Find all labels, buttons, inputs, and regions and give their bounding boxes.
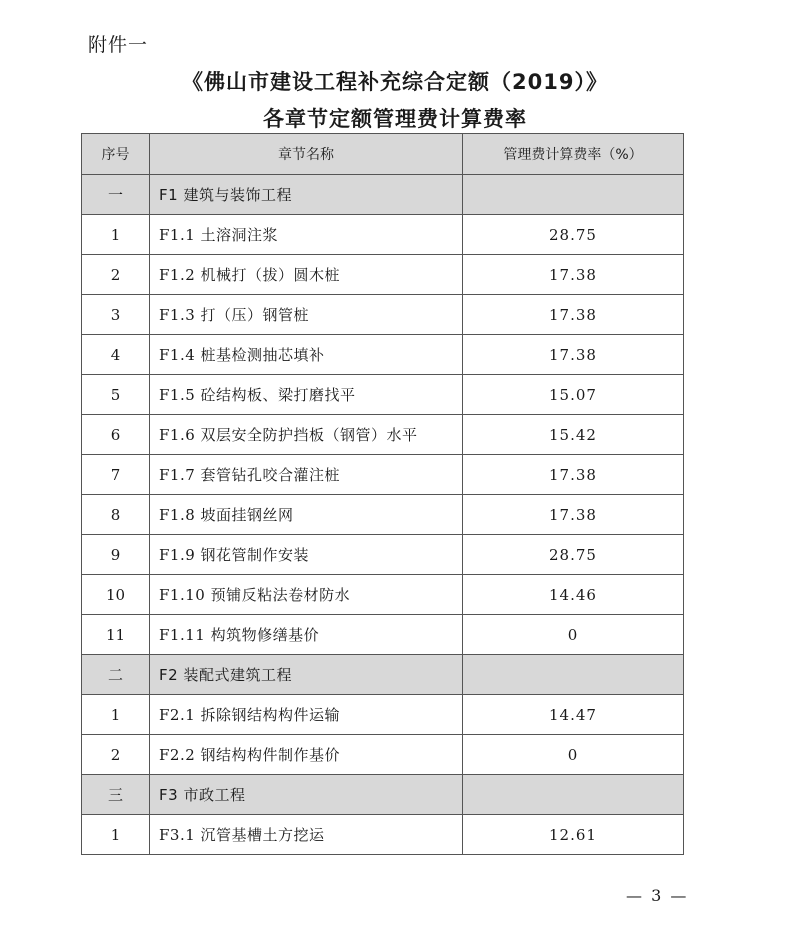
row-serial-no: 4 bbox=[82, 335, 150, 375]
row-fee-rate bbox=[463, 775, 684, 815]
page-number: — 3 — bbox=[626, 886, 689, 905]
row-chapter-name: F1.1 土溶洞注浆 bbox=[150, 215, 463, 255]
row-serial-no: 一 bbox=[82, 175, 150, 215]
row-chapter-name: F1.9 钢花管制作安装 bbox=[150, 535, 463, 575]
row-chapter-name: F1.2 机械打（拔）圆木桩 bbox=[150, 255, 463, 295]
row-serial-no: 10 bbox=[82, 575, 150, 615]
section-row bbox=[82, 775, 684, 815]
header-serial-no: 序号 bbox=[82, 134, 150, 175]
row-serial-no: 1 bbox=[82, 695, 150, 735]
row-serial-no: 5 bbox=[82, 375, 150, 415]
row-serial-no: 1 bbox=[82, 215, 150, 255]
row-fee-rate: 14.47 bbox=[463, 695, 684, 735]
row-fee-rate: 28.75 bbox=[463, 215, 684, 255]
row-fee-rate: 15.07 bbox=[463, 375, 684, 415]
row-chapter-name: F1.7 套管钻孔咬合灌注桩 bbox=[150, 455, 463, 495]
section-row bbox=[82, 175, 684, 215]
row-fee-rate: 0 bbox=[463, 735, 684, 775]
row-fee-rate: 17.38 bbox=[463, 335, 684, 375]
row-serial-no: 3 bbox=[82, 295, 150, 335]
row-chapter-name: F1.6 双层安全防护挡板（钢管）水平 bbox=[150, 415, 463, 455]
row-fee-rate: 0 bbox=[463, 615, 684, 655]
row-chapter-name: F2.2 钢结构构件制作基价 bbox=[150, 735, 463, 775]
table-row bbox=[82, 375, 684, 415]
table-row bbox=[82, 575, 684, 615]
row-chapter-name: F1.3 打（压）钢管桩 bbox=[150, 295, 463, 335]
table-row bbox=[82, 735, 684, 775]
row-serial-no: 三 bbox=[82, 775, 150, 815]
table-row bbox=[82, 215, 684, 255]
row-serial-no: 1 bbox=[82, 815, 150, 855]
row-chapter-name: F2.1 拆除钢结构构件运输 bbox=[150, 695, 463, 735]
table-row bbox=[82, 335, 684, 375]
row-serial-no: 8 bbox=[82, 495, 150, 535]
row-fee-rate: 12.61 bbox=[463, 815, 684, 855]
row-serial-no: 2 bbox=[82, 735, 150, 775]
table-row bbox=[82, 695, 684, 735]
row-chapter-name: F3.1 沉管基槽土方挖运 bbox=[150, 815, 463, 855]
table-row bbox=[82, 455, 684, 495]
row-fee-rate bbox=[463, 175, 684, 215]
row-fee-rate: 17.38 bbox=[463, 455, 684, 495]
table-row bbox=[82, 295, 684, 335]
row-chapter-name: F1.5 砼结构板、梁打磨找平 bbox=[150, 375, 463, 415]
row-serial-no: 6 bbox=[82, 415, 150, 455]
attachment-label: 附件一 bbox=[88, 34, 149, 56]
table-header-row bbox=[82, 134, 684, 175]
row-fee-rate: 17.38 bbox=[463, 295, 684, 335]
row-chapter-name: F1.11 构筑物修缮基价 bbox=[150, 615, 463, 655]
table-row bbox=[82, 615, 684, 655]
row-chapter-name: F1.8 坡面挂钢丝网 bbox=[150, 495, 463, 535]
row-fee-rate: 28.75 bbox=[463, 535, 684, 575]
row-fee-rate: 17.38 bbox=[463, 495, 684, 535]
row-fee-rate bbox=[463, 655, 684, 695]
row-chapter-name: F1 建筑与装饰工程 bbox=[150, 175, 463, 215]
row-fee-rate: 17.38 bbox=[463, 255, 684, 295]
row-fee-rate: 14.46 bbox=[463, 575, 684, 615]
row-serial-no: 2 bbox=[82, 255, 150, 295]
header-chapter-name: 章节名称 bbox=[150, 134, 463, 175]
table-row bbox=[82, 495, 684, 535]
row-chapter-name: F2 装配式建筑工程 bbox=[150, 655, 463, 695]
document-title: 《佛山市建设工程补充综合定额（2019）》 bbox=[182, 70, 608, 94]
table-row bbox=[82, 415, 684, 455]
rates-table bbox=[81, 133, 684, 855]
row-chapter-name: F1.4 桩基检测抽芯填补 bbox=[150, 335, 463, 375]
table-row bbox=[82, 535, 684, 575]
header-fee-rate: 管理费计算费率（%） bbox=[463, 134, 684, 175]
row-fee-rate: 15.42 bbox=[463, 415, 684, 455]
row-chapter-name: F1.10 预铺反粘法卷材防水 bbox=[150, 575, 463, 615]
row-chapter-name: F3 市政工程 bbox=[150, 775, 463, 815]
table-row bbox=[82, 815, 684, 855]
document-subtitle: 各章节定额管理费计算费率 bbox=[263, 107, 527, 131]
row-serial-no: 11 bbox=[82, 615, 150, 655]
table-row bbox=[82, 255, 684, 295]
row-serial-no: 9 bbox=[82, 535, 150, 575]
section-row bbox=[82, 655, 684, 695]
row-serial-no: 7 bbox=[82, 455, 150, 495]
row-serial-no: 二 bbox=[82, 655, 150, 695]
